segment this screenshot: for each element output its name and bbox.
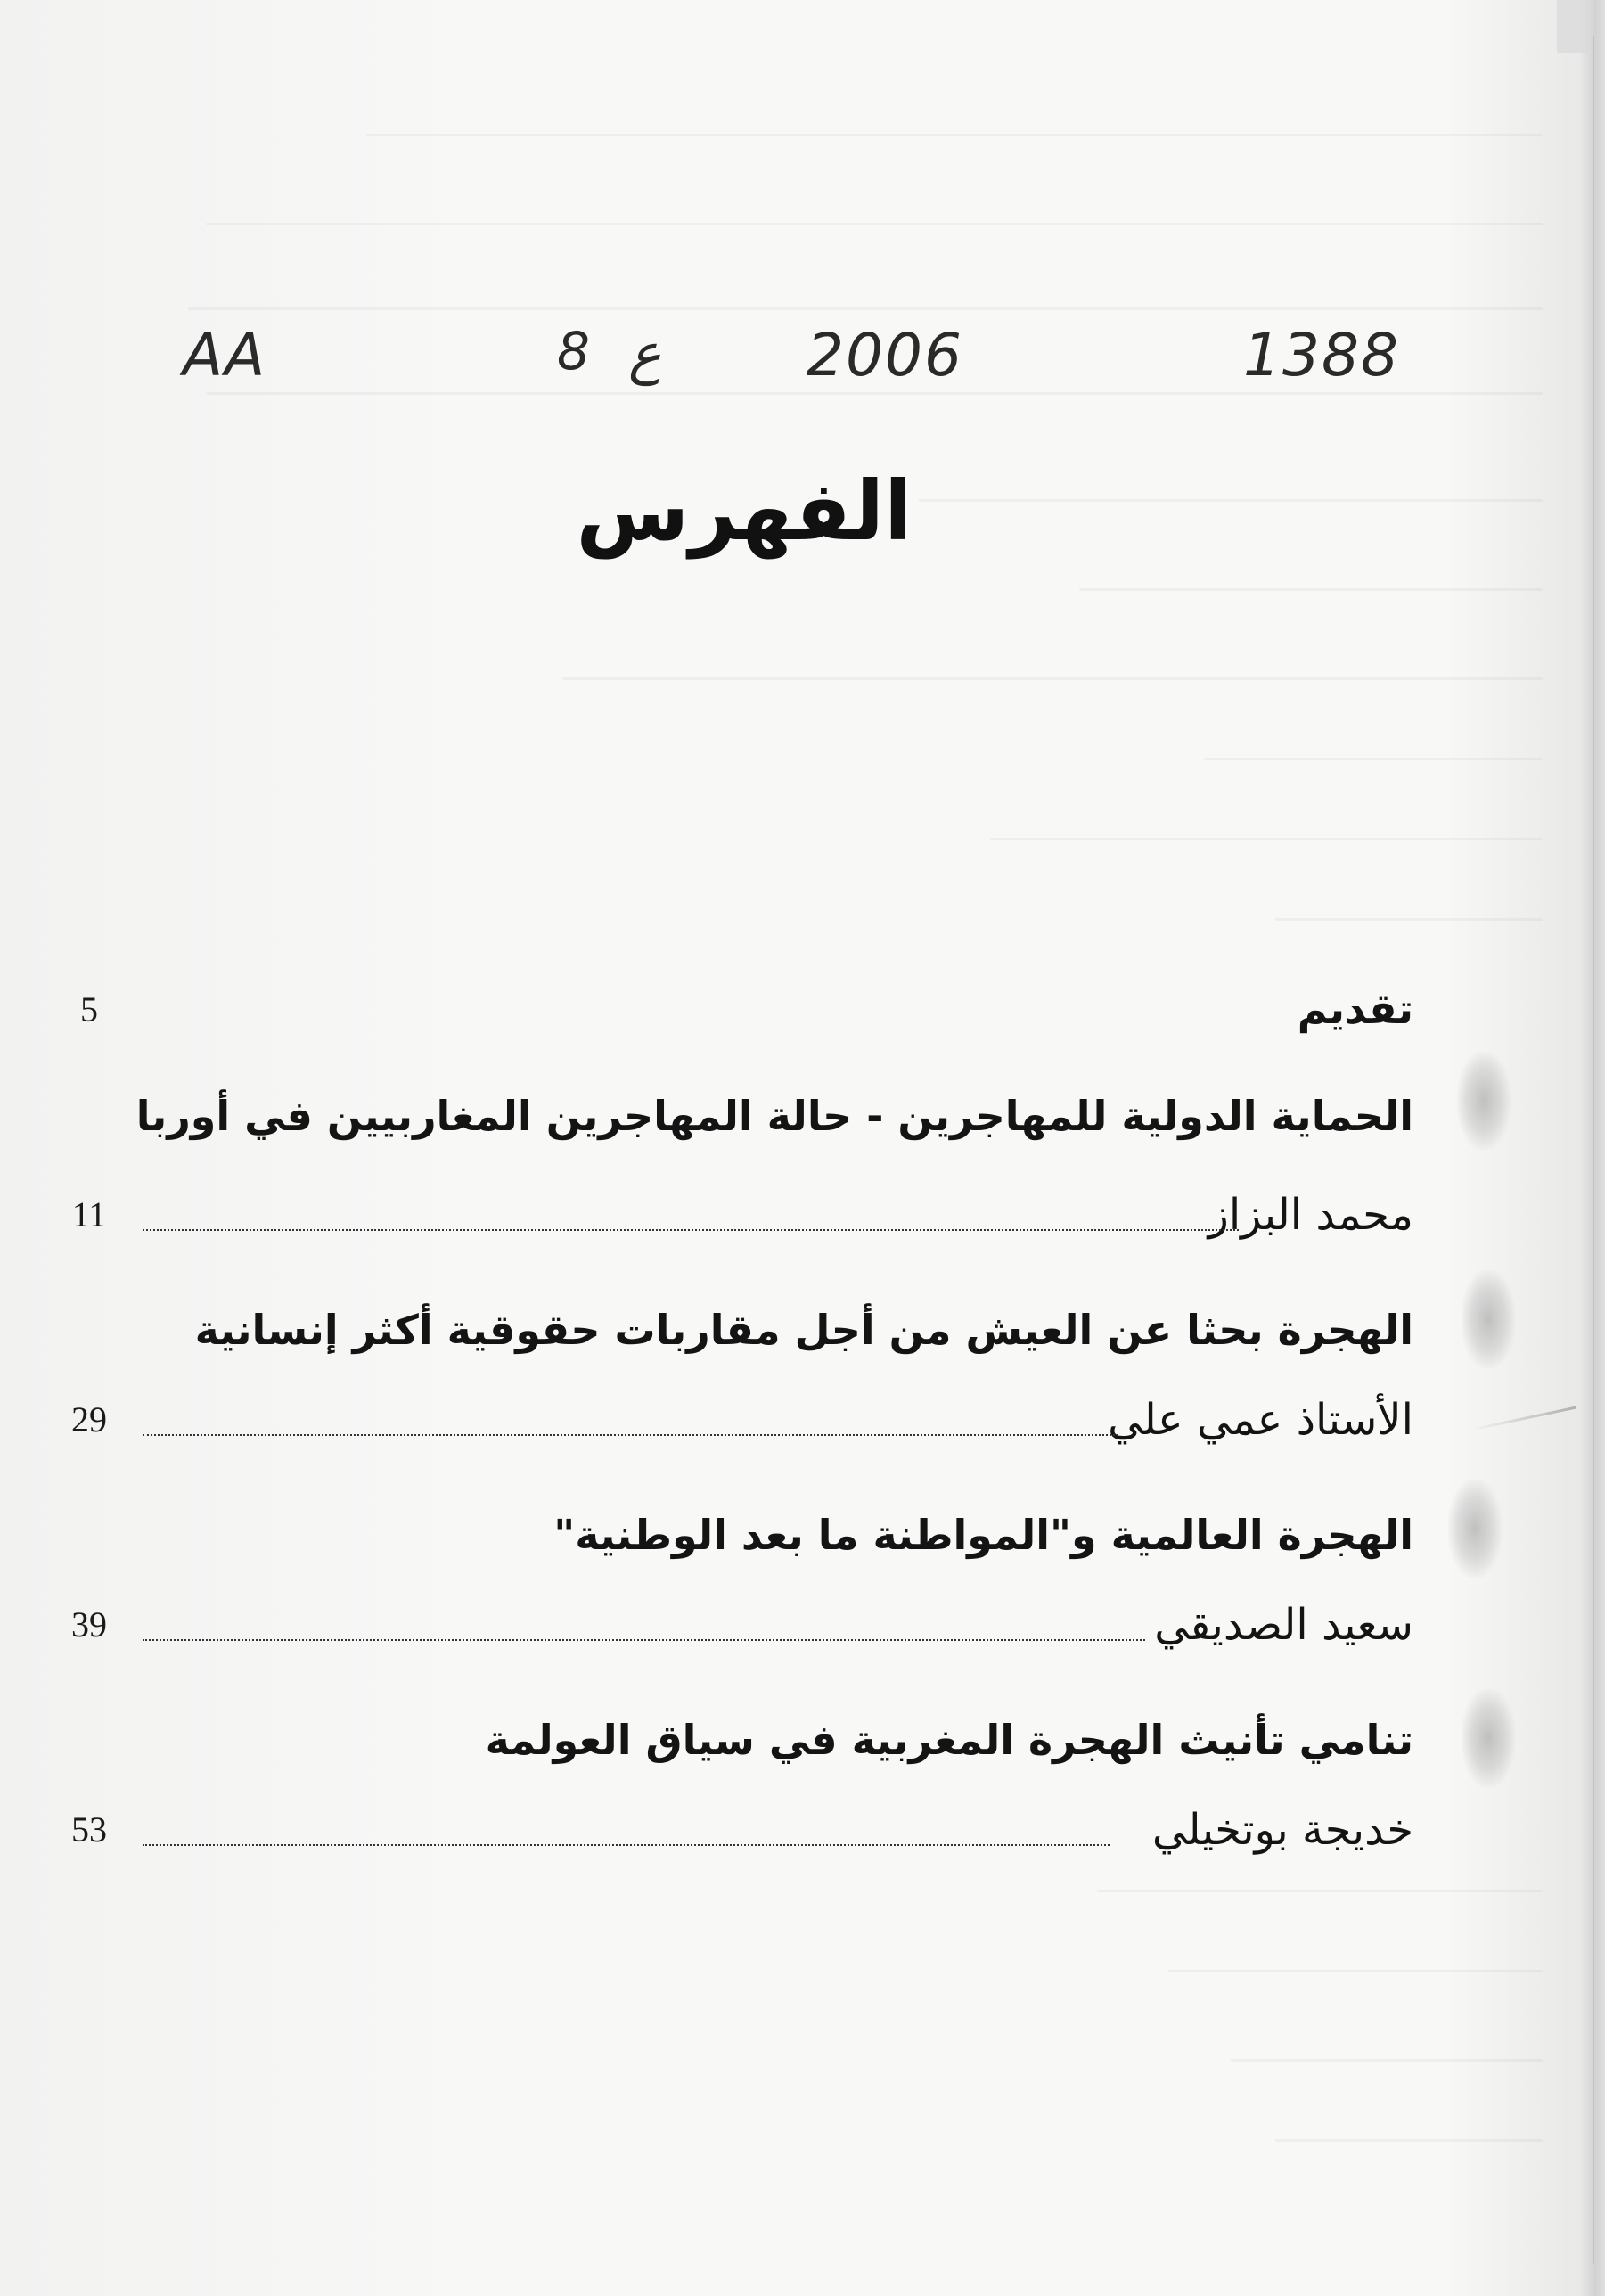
smudge-mark [1457, 1052, 1511, 1150]
toc-entry-title: تنامي تأنيث الهجرة المغربية في سياق العولمة [485, 1716, 1413, 1764]
bleed-through-line [1231, 2059, 1543, 2062]
bleed-through-line [206, 223, 1543, 226]
bleed-through-line [366, 134, 1543, 136]
bleed-through-line [1079, 588, 1543, 591]
toc-entry-title: الهجرة العالمية و"المواطنة ما بعد الوطنية" [553, 1511, 1413, 1559]
handwritten-note: AA [183, 321, 267, 390]
smudge-mark [1448, 1480, 1502, 1578]
toc-entry-author-row[interactable] [0, 1805, 1605, 1876]
page-title [0, 463, 1497, 559]
toc-page-number: 29 [71, 1399, 107, 1439]
handwritten-note: ع [628, 321, 661, 386]
smudge-mark [1462, 1689, 1515, 1787]
toc-entry-author-row[interactable] [0, 1190, 1605, 1261]
toc-entry-author: محمد البزاز [1208, 1190, 1413, 1240]
bleed-through-line [562, 677, 1543, 680]
dotted-leader [143, 1434, 1118, 1436]
toc-page-number: 53 [71, 1809, 107, 1849]
bleed-through-line [1275, 918, 1543, 921]
bleed-through-line [1097, 1890, 1543, 1892]
smudge-mark [1462, 1270, 1515, 1368]
bleed-through-line [206, 392, 1543, 395]
toc-page-number: 39 [71, 1604, 107, 1644]
bleed-through-line [1168, 1970, 1543, 1972]
toc-entry-author-row[interactable] [0, 1395, 1605, 1466]
corner-tab [1557, 0, 1589, 53]
toc-entry[interactable] [0, 1511, 1605, 1582]
toc-entry-title: الهجرة بحثا عن العيش من أجل مقاربات حقوقية أكثر إنسانية [194, 1306, 1413, 1354]
toc-entry[interactable] [0, 1306, 1605, 1377]
toc-entry[interactable] [0, 1092, 1605, 1163]
handwritten-note: 2006 [807, 321, 963, 390]
bleed-through-line [188, 308, 1543, 310]
toc-entry-author: سعيد الصديقي [1154, 1600, 1413, 1650]
bleed-through-line [1275, 2139, 1543, 2142]
toc-page-number: 5 [80, 989, 98, 1029]
bleed-through-line [990, 838, 1543, 840]
toc-page-number: 11 [71, 1194, 107, 1234]
dotted-leader [143, 1844, 1110, 1846]
toc-entry-author-row[interactable] [0, 1600, 1605, 1671]
dotted-leader [143, 1229, 1239, 1231]
toc-entry[interactable] [0, 1716, 1605, 1787]
toc-entry[interactable] [0, 985, 1605, 1056]
toc-entry-title: تقديم [1297, 985, 1413, 1033]
toc-entry-author: الأستاذ عمي علي [1108, 1395, 1413, 1445]
toc-entry-author: خديجة بوتخيلي [1151, 1805, 1413, 1855]
toc-entry-title: الحماية الدولية للمهاجرين - حالة المهاجرين المغاربيين في أوربا [135, 1092, 1413, 1140]
handwritten-note: 1388 [1243, 321, 1400, 390]
page-title-text: الفهرس [576, 463, 913, 559]
bleed-through-line [1204, 758, 1543, 760]
handwritten-note: 8 [557, 321, 592, 381]
dotted-leader [143, 1639, 1145, 1641]
